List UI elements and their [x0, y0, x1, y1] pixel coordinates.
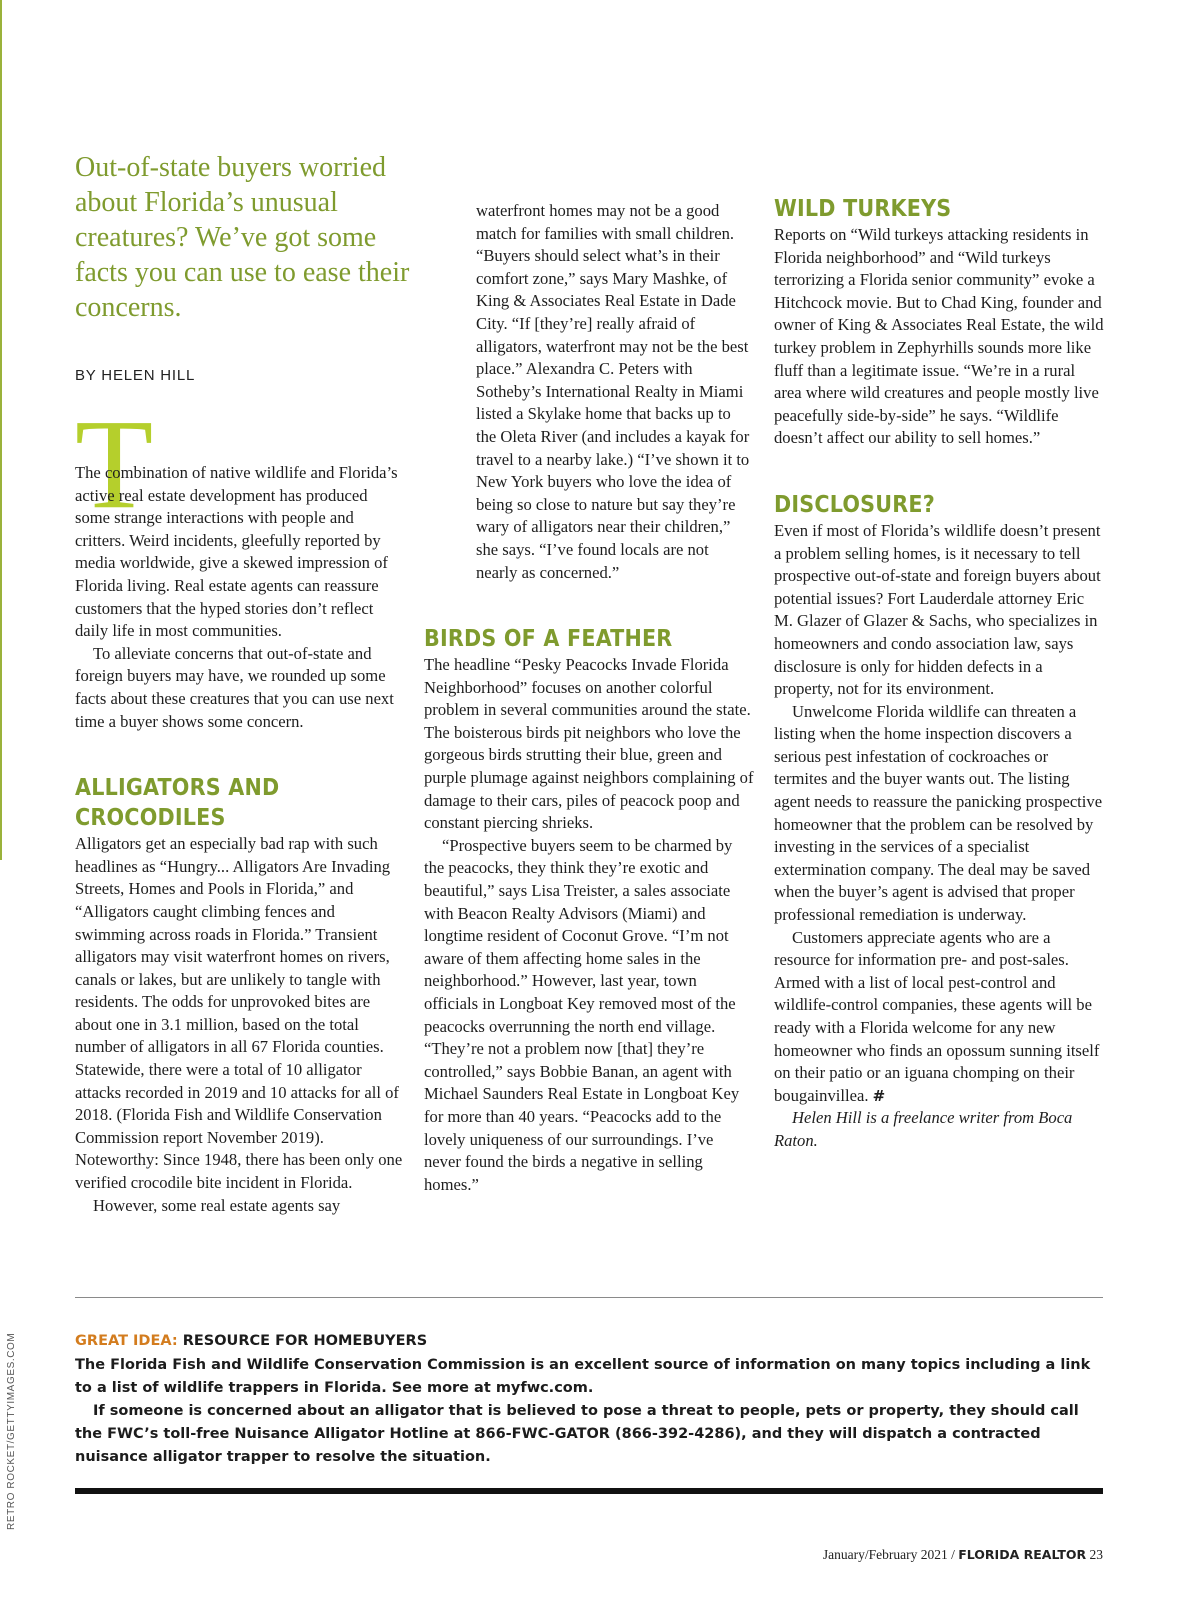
sidebar-top-rule [75, 1297, 1103, 1298]
alligators-paragraph-1: Alligators get an especially bad rap with such headlines as “Hungry... Alligators Are Invading Streets, Homes and Pools in Florida,” and “Alligators caught climbing fences and swimming across roads in Florida.” Transient alligators may visit waterfront homes on rivers, canals or lakes, but are unlikely to tangle with residents. The odds for unprovoked bites are about one in 3.1 million, based on the total number of alligators in all 67 Florida counties. Statewide, there were a total of 10 alligator attacks recorded in 2019 and 10 attacks for all of 2018. (Florida Fish and Wildlife Conservation Commission report November 2019). Noteworthy: Since 1948, there has been only one verified crocodile bite incident in Florida. [75, 834, 403, 1193]
intro-paragraph-1: The combination of native wildlife and Florida’s active real estate development has produced some strange interactions with people and critters. Weird incidents, gleefully reported by media worldwide, give a skewed impression of Florida living. Real estate agents can reassure customers that the hyped stories don’t reflect daily life in most communities. [75, 463, 398, 641]
folio-separator: / [951, 1547, 955, 1562]
sidebar-kicker: GREAT IDEA: [75, 1333, 178, 1349]
author-bio: Helen Hill is a freelance writer from Boca Raton. [774, 1108, 1073, 1150]
sidebar-title: RESOURCE FOR HOMEBUYERS [182, 1333, 428, 1349]
sidebar-heading [75, 1330, 1103, 1353]
drop-cap: T [75, 393, 154, 535]
folio-page-number: 23 [1089, 1547, 1103, 1562]
alligators-paragraph-2: However, some real estate agents say [93, 1195, 341, 1215]
sidebar-bottom-rule [75, 1488, 1103, 1494]
byline: BY HELEN HILL [75, 367, 196, 384]
turkeys-paragraph-1: Reports on “Wild turkeys attacking residents in Florida neighborhood” and “Wild turkeys terrorizing a Florida senior community” evoke a Hitchcock movie. But to Chad King, founder and owner of King & Associates Real Estate, the wild turkey problem in Zephyrhills sounds more like fluff than a legitimate issue. “We’re in a rural area where wild creatures and people mostly live peacefully side-by-side” he says. “Wildlife doesn’t affect our ability to sell homes.” [774, 225, 1104, 448]
sidebar-paragraph-2: If someone is concerned about an alligator that is believed to pose a threat to people, pets or property, they should call the FWC’s toll-free Nuisance Alligator Hotline at 866-FWC-GATOR (866-392-4286), and they will dispatch a contracted nuisance alligator trapper to resolve the situation. [75, 1403, 1079, 1465]
photo-credit: RETRO ROCKET/GETTYIMAGES.COM [6, 1332, 17, 1530]
great-idea-sidebar [75, 1330, 1103, 1469]
intro-paragraph-2: To alleviate concerns that out-of-state and foreign buyers may have, we rounded up some facts about these creatures that you can use next time a buyer shows some concern. [75, 643, 394, 731]
sidebar-paragraph-1: The Florida Fish and Wildlife Conservation Commission is an excellent source of information on many topics including a link to a list of wildlife trappers in Florida. See more at myfwc.com. [75, 1357, 1091, 1396]
disclosure-paragraph-1: Even if most of Florida’s wildlife doesn’t present a problem selling homes, is it necessary to tell prospective out-of-state and foreign buyers about potential issues? Fort Lauderdale attorney Eric M. Glazer of Glazer & Sachs, who specializes in homeowners and condo association law, says disclosure is only for hidden defects in a property, not for its environment. [774, 520, 1101, 699]
folio-brand: FLORIDA REALTOR [958, 1547, 1087, 1562]
section-heading-disclosure: DISCLOSURE? [774, 491, 935, 518]
birds-paragraph-1: The headline “Pesky Peacocks Invade Florida Neighborhood” focuses on another colorful problem in several communities around the state. The boisterous birds pit neighbors who love the gorgeous birds strutting their blue, green and purple plumage against neighbors complaining of damage to their cars, piles of peacock poop and constant piercing shrieks. [424, 655, 754, 833]
disclosure-paragraph-3-text: Customers appreciate agents who are a resource for information pre- and post-sales. Armed with a list of local pest-control and wildlife-control companies, these agents will be ready with a Florida welcome for any new homeowner who finds an opossum sunning itself on their patio or an iguana chomping on their bougainvillea. [774, 927, 1100, 1105]
section-heading-birds: BIRDS OF A FEATHER [424, 626, 673, 653]
section-heading-turkeys: WILD TURKEYS [774, 196, 952, 222]
alligators-paragraph-2-continued: waterfront homes may not be a good match for families with small children. “Buyers should select what’s in their comfort zone,” says Mary Mashke, of King & Associates Real Estate in Dade City. “If [they’re] really afraid of alligators, waterfront may not be the best place.” Alexandra C. Peters with Sotheby’s International Realty in Miami listed a Skylake home that backs up to the Oleta River (and includes a kayak for travel to a nearby lake.) “I’ve shown it to New York buyers who love the idea of being so close to nature but say they’re wary of alligators near their children,” she says. “I’ve found locals are not nearly as concerned.” [476, 201, 750, 582]
end-mark-icon: # [872, 1086, 886, 1105]
section-heading-alligators: ALLIGATORS AND CROCODILES [75, 775, 280, 832]
birds-paragraph-2: “Prospective buyers seem to be charmed by the peacocks, they think they’re exotic and beautiful,” says Lisa Treister, a sales associate with Beacon Realty Advisors (Miami) and longtime resident of Coconut Grove. “I’m not aware of them affecting home sales in the neighborhood.” However, last year, town officials in Longboat Key removed most of the peacocks overrunning the north end village. “They’re not a problem now [that] they’re controlled,” says Bobbie Banan, an agent with Michael Saunders Real Estate in Longboat Key for more than 40 years. “Peacocks add to the lovely uniqueness of our surroundings. I’ve never found the birds a negative in selling homes.” [424, 835, 740, 1194]
column-3 [774, 194, 1104, 1153]
column-2 [424, 200, 754, 1196]
article-deck: Out-of-state buyers worried about Florida’s unusual creatures? We’ve got some facts you can use to ease their concerns. [75, 152, 410, 323]
page-edge-accent-line [0, 0, 2, 860]
disclosure-paragraph-2: Unwelcome Florida wildlife can threaten a listing when the home inspection discovers a serious pest infestation of cockroaches or termites and the buyer wants out. The listing agent needs to reassure the panicking prospective homeowner that the problem can be resolved by investing in the services of a specialist extermination company. The deal may be saved when the buyer’s agent is advised that proper professional remediation is underway. [774, 701, 1103, 925]
disclosure-paragraph-3 [774, 927, 1104, 1108]
column-1 [75, 393, 405, 1217]
page-folio [823, 1547, 1103, 1563]
folio-date: January/February 2021 [822, 1547, 948, 1562]
